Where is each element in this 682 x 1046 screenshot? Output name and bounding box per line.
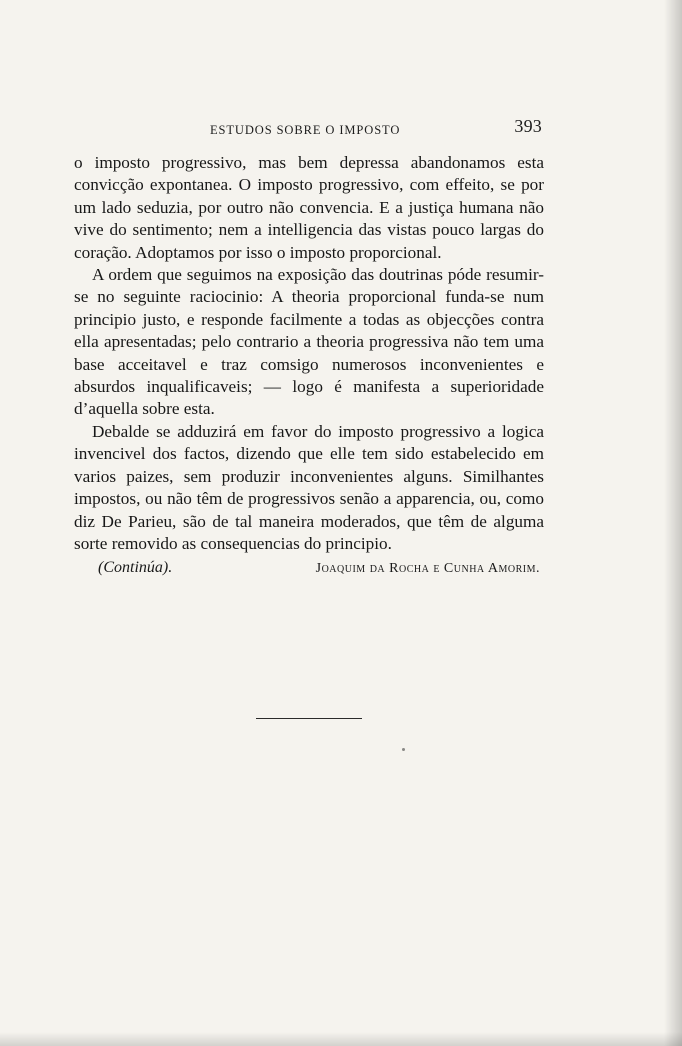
running-head: ESTUDOS SOBRE O IMPOSTO: [210, 123, 401, 137]
signature-line: [74, 555, 544, 581]
paragraph-3: Debalde se adduzirá em favor do imposto progressivo a logica invencivel dos factos, dizendo que elle tem sido estabelecido em varios paizes, sem produzir inconvenientes alguns. Similhantes impostos, ou não têm de progressivos senão a apparencia, ou, como diz De Parieu, são de tal maneira moderados, que têm de alguma sorte removido as consequencias do principio.: [74, 421, 544, 553]
ink-speck: [402, 748, 405, 751]
paragraph-2: A ordem que seguimos na exposição das doutrinas póde resumir-se no seguinte raciocinio: A theoria proporcional funda-se num principio justo, e responde facilmente a todas as objecções contra ella apresentadas; pelo contrario a theoria progressiva não tem uma base acceitavel e traz comsigo numerosos inconvenientes e absurdos inqualificaveis; — logo é manifesta a superioridade d’aquella sobre esta.: [74, 265, 544, 419]
paragraph-1: o imposto progressivo, mas bem depressa abandonamos esta convicção expontanea. O imposto progressivo, com effeito, se por um lado seduzia, por outro não convencia. E a justiça humana não vive do sentimento; nem a intelligencia das vistas pouco largas do coração. Adoptamos por isso o imposto proporcional.: [74, 153, 544, 262]
continued-label: (Continúa).: [98, 559, 173, 577]
author-signature: Joaquim da Rocha e Cunha Amorim.: [315, 561, 540, 577]
page-content: [74, 152, 544, 581]
section-divider: [256, 718, 362, 719]
page-header: [74, 115, 544, 143]
page-bottom-shadow: [0, 1032, 682, 1046]
page-number: 393: [514, 116, 542, 136]
page-edge-shadow: [664, 0, 682, 1046]
